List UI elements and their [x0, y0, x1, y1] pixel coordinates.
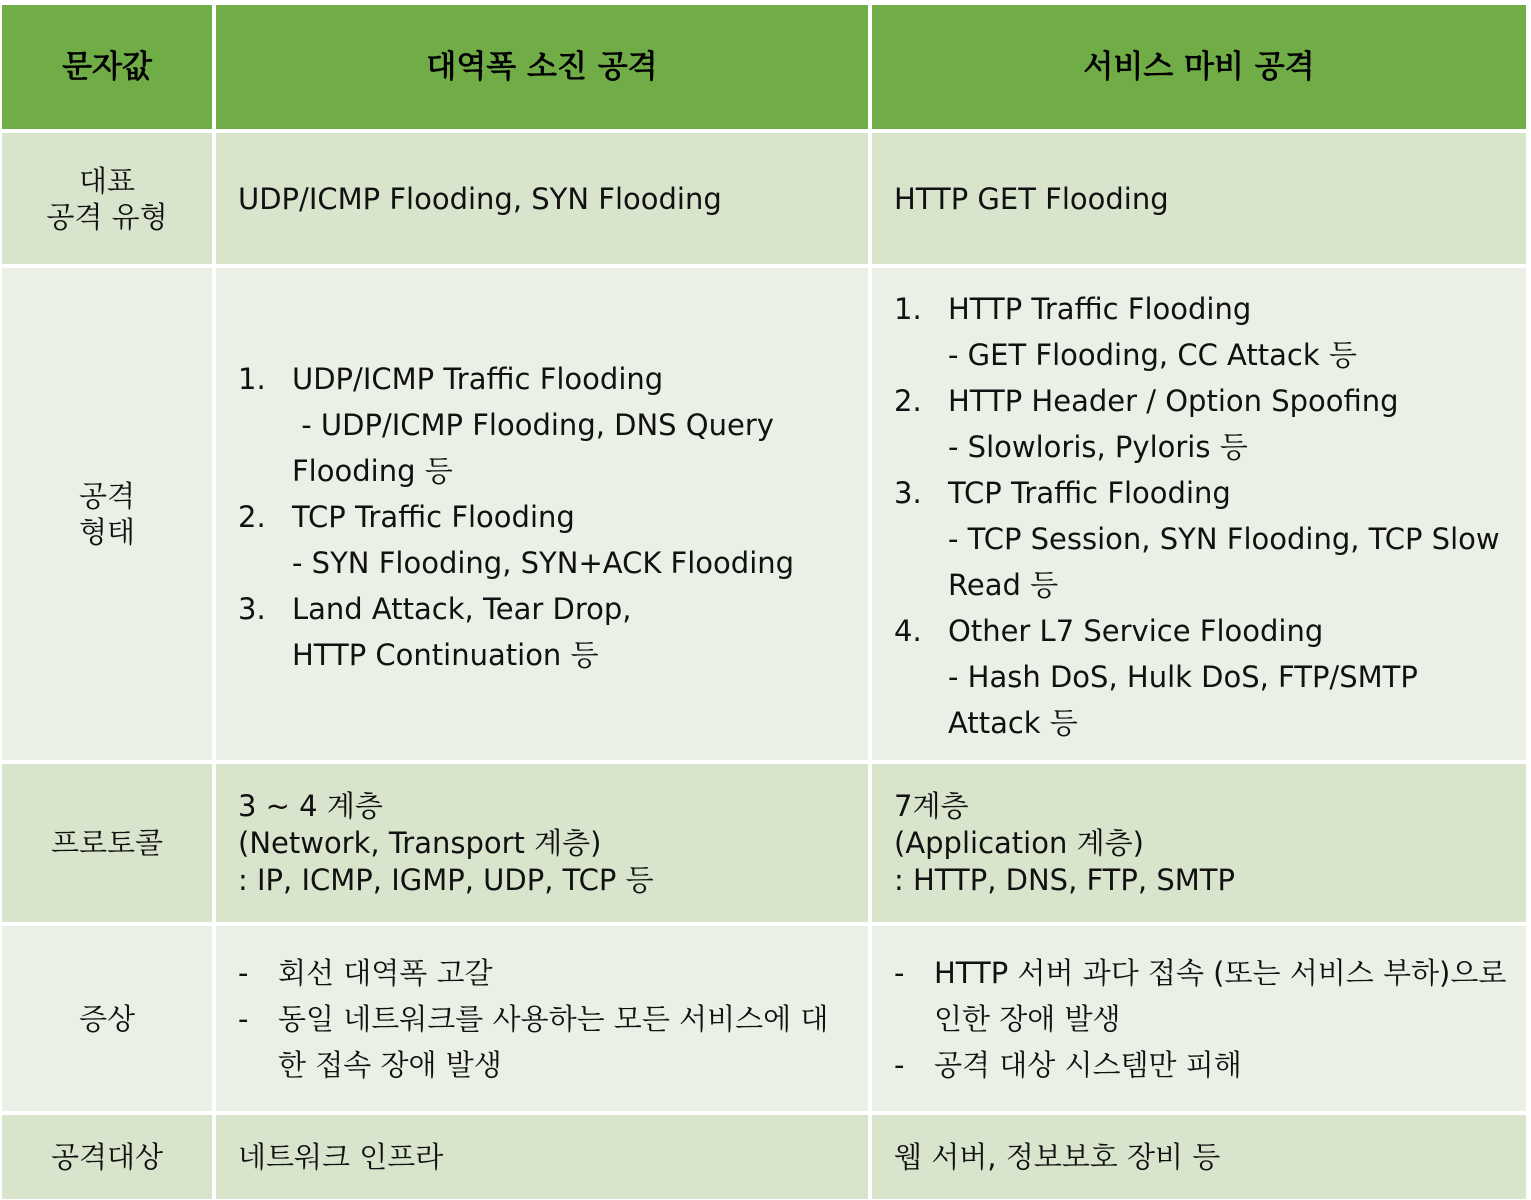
list-number: 2. — [238, 500, 266, 534]
list-item-detail: - Hash DoS, Hulk DoS, FTP/SMTP Attack 등 — [948, 660, 1418, 740]
list-item-title: Land Attack, Tear Drop, HTTP Continuation 등 — [292, 592, 632, 672]
cell-symptom-bandwidth — [216, 926, 868, 1111]
row-label-symptom — [2, 926, 212, 1111]
header-label-attribute: 문자값 — [62, 49, 152, 85]
cell-protocol-bandwidth — [216, 764, 868, 922]
list-item — [894, 470, 1512, 608]
list-number: 4. — [894, 614, 922, 648]
row-label-line: 공격 유형 — [46, 199, 168, 234]
list-item-title: HTTP Traffic Flooding — [948, 292, 1252, 326]
cell-target-bandwidth — [216, 1115, 868, 1199]
list-number: 3. — [894, 476, 922, 510]
row-label-representative-type — [2, 133, 212, 264]
list-item — [238, 494, 854, 586]
cell-line: (Network, Transport 계층) — [238, 825, 602, 860]
numbered-list — [238, 356, 854, 678]
list-item — [894, 950, 1512, 1042]
list-number: 1. — [894, 292, 922, 326]
list-dash: - — [894, 1047, 905, 1082]
cell-text: HTTP GET Flooding — [894, 181, 1169, 216]
list-item — [894, 286, 1512, 378]
row-label-line: 증상 — [78, 1001, 136, 1036]
cell-text: 네트워크 인프라 — [238, 1140, 444, 1174]
cell-line: 3 ~ 4 계층 — [238, 788, 383, 823]
list-dash: - — [894, 955, 905, 990]
list-item — [894, 1042, 1512, 1088]
cell-text: 웹 서버, 정보보호 장비 등 — [894, 1140, 1221, 1174]
list-item — [894, 378, 1512, 470]
list-item-title: HTTP Header / Option Spoofing — [948, 384, 1399, 418]
row-label-line: 프로토콜 — [50, 826, 164, 860]
list-item-detail: - Slowloris, Pyloris 등 — [948, 430, 1248, 464]
list-number: 1. — [238, 362, 266, 396]
row-label-line: 공격 — [78, 479, 136, 513]
header-label-bandwidth-attack: 대역폭 소진 공격 — [426, 49, 658, 85]
list-item-text: 회선 대역폭 고갈 — [278, 955, 493, 990]
list-dash: - — [238, 1001, 249, 1036]
row-label-line: 대표 — [78, 163, 136, 198]
cell-line: : HTTP, DNS, FTP, SMTP — [894, 862, 1235, 897]
cell-text: UDP/ICMP Flooding, SYN Flooding — [238, 181, 722, 216]
list-dash: - — [238, 955, 249, 990]
row-label-line: 형태 — [78, 515, 136, 549]
cell-protocol-service — [872, 764, 1526, 922]
comparison-table — [2, 5, 1526, 1199]
cell-attack-form-service — [872, 268, 1526, 760]
header-cell-bandwidth-attack — [216, 5, 868, 129]
cell-attack-form-bandwidth — [216, 268, 868, 760]
list-item — [894, 608, 1512, 746]
cell-line: : IP, ICMP, IGMP, UDP, TCP 등 — [238, 862, 654, 897]
row-label-attack-form — [2, 268, 212, 760]
row-label-attack-target — [2, 1115, 212, 1199]
dash-list — [238, 950, 854, 1088]
list-item-detail: - UDP/ICMP Flooding, DNS Query Flooding 등 — [292, 408, 784, 488]
list-item-text: 동일 네트워크를 사용하는 모든 서비스에 대한 접속 장애 발생 — [278, 1001, 829, 1082]
list-item — [238, 996, 854, 1088]
cell-symptom-service — [872, 926, 1526, 1111]
cell-representative-bandwidth — [216, 133, 868, 264]
list-item-detail: - SYN Flooding, SYN+ACK Flooding — [292, 546, 795, 580]
list-item-detail: - TCP Session, SYN Flooding, TCP Slow Read 등 — [948, 522, 1500, 602]
list-item — [238, 586, 854, 678]
list-number: 2. — [894, 384, 922, 418]
list-number: 3. — [238, 592, 266, 626]
cell-representative-service — [872, 133, 1526, 264]
cell-line: 7계층 — [894, 788, 969, 823]
list-item-title: TCP Traffic Flooding — [292, 500, 575, 534]
cell-line: (Application 계층) — [894, 825, 1144, 860]
list-item-title: UDP/ICMP Traffic Flooding — [292, 362, 664, 396]
list-item-text: 공격 대상 시스템만 피해 — [934, 1047, 1242, 1082]
list-item-title: TCP Traffic Flooding — [948, 476, 1231, 510]
list-item — [238, 950, 854, 996]
list-item-detail: - GET Flooding, CC Attack 등 — [948, 338, 1357, 372]
row-label-line: 공격대상 — [50, 1140, 164, 1174]
row-label-protocol — [2, 764, 212, 922]
header-cell-attribute — [2, 5, 212, 129]
list-item-text: HTTP 서버 과다 접속 (또는 서비스 부하)으로 인한 장애 발생 — [934, 955, 1507, 1036]
list-item — [238, 356, 854, 494]
numbered-list — [894, 286, 1512, 746]
list-item-title: Other L7 Service Flooding — [948, 614, 1324, 648]
cell-target-service — [872, 1115, 1526, 1199]
header-cell-service-attack — [872, 5, 1526, 129]
dash-list — [894, 950, 1512, 1088]
header-label-service-attack: 서비스 마비 공격 — [1083, 49, 1315, 85]
